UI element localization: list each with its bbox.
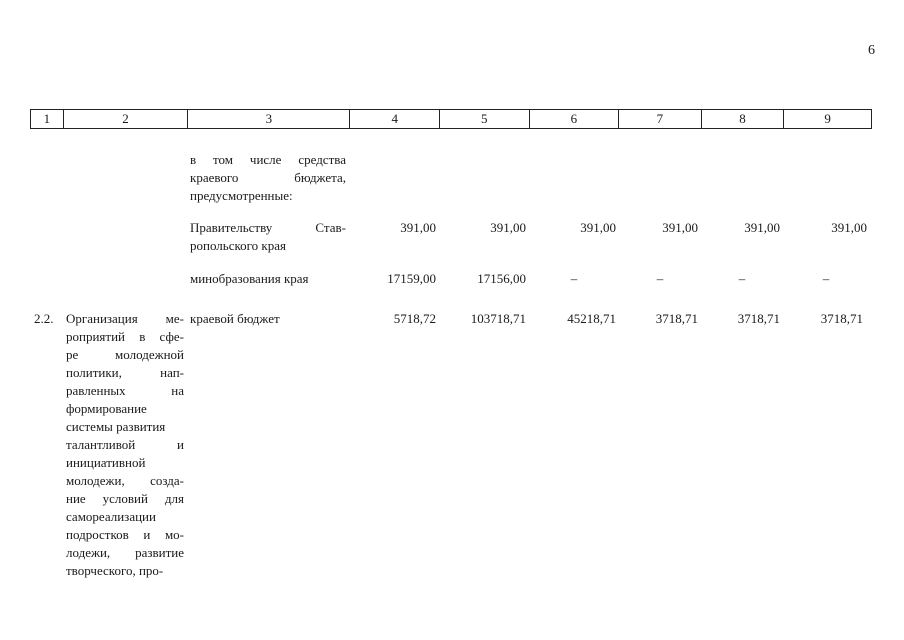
desc-line: молодежи, созда-	[66, 473, 184, 488]
min-value-col8: –	[738, 271, 746, 286]
row22-value-col7: 3718,71	[655, 311, 698, 326]
row-ministry-label: минобразования края	[190, 271, 309, 286]
min-value-col4: 17159,00	[387, 271, 436, 286]
row-funding-source: краевой бюджет	[190, 311, 280, 326]
row22-value-col6: 45218,71	[567, 311, 616, 326]
label-line: Правительству Став-	[190, 220, 346, 235]
row22-value-col8: 3718,71	[737, 311, 780, 326]
row22-value-col5: 103718,71	[470, 311, 526, 326]
desc-line: системы развития	[66, 419, 166, 434]
gov-value-col6: 391,00	[580, 220, 616, 235]
gov-value-col5: 391,00	[490, 220, 526, 235]
min-value-col7: –	[656, 271, 664, 286]
desc-line: Организация ме-	[66, 311, 184, 326]
gov-value-col7: 391,00	[662, 220, 698, 235]
gov-value-col9: 391,00	[831, 220, 867, 235]
desc-line: ние условий для	[66, 491, 184, 506]
subtitle-line: в том числе средства	[190, 152, 346, 167]
header-col-3: 3	[188, 110, 350, 129]
header-col-4: 4	[350, 110, 440, 129]
row22-value-col9: 3718,71	[820, 311, 863, 326]
header-col-9: 9	[784, 110, 872, 129]
row-description	[66, 310, 184, 580]
desc-line: инициативной	[66, 455, 146, 470]
desc-line: равленных на	[66, 383, 184, 398]
desc-line: лодежи, развитие	[66, 545, 184, 560]
desc-line: формирование	[66, 401, 147, 416]
label-line: ропольского края	[190, 238, 286, 253]
min-value-col5: 17156,00	[477, 271, 526, 286]
header-col-1: 1	[31, 110, 64, 129]
header-col-6: 6	[529, 110, 619, 129]
desc-line: роприятий в сфе-	[66, 329, 184, 344]
desc-line: политики, нап-	[66, 365, 184, 380]
subtitle-line: краевого бюджета,	[190, 170, 346, 185]
header-col-2: 2	[63, 110, 187, 129]
desc-line: ре молодежной	[66, 347, 184, 362]
min-value-col9: –	[822, 271, 830, 286]
row22-value-col4: 5718,72	[393, 311, 436, 326]
header-col-7: 7	[619, 110, 702, 129]
row-government-label	[190, 219, 346, 255]
header-col-8: 8	[701, 110, 784, 129]
desc-line: подростков и мо-	[66, 527, 184, 542]
gov-value-col8: 391,00	[744, 220, 780, 235]
page-number: 6	[868, 43, 875, 58]
subtitle-line: предусмотренные:	[190, 188, 293, 203]
column-header-row	[30, 109, 872, 129]
budget-subtitle	[190, 151, 346, 205]
desc-line: творческого, про-	[66, 563, 164, 578]
min-value-col6: –	[570, 271, 578, 286]
desc-line: самореализации	[66, 509, 156, 524]
gov-value-col4: 391,00	[400, 220, 436, 235]
desc-line: талантливой и	[66, 437, 184, 452]
row-number: 2.2.	[34, 311, 54, 326]
header-col-5: 5	[440, 110, 530, 129]
